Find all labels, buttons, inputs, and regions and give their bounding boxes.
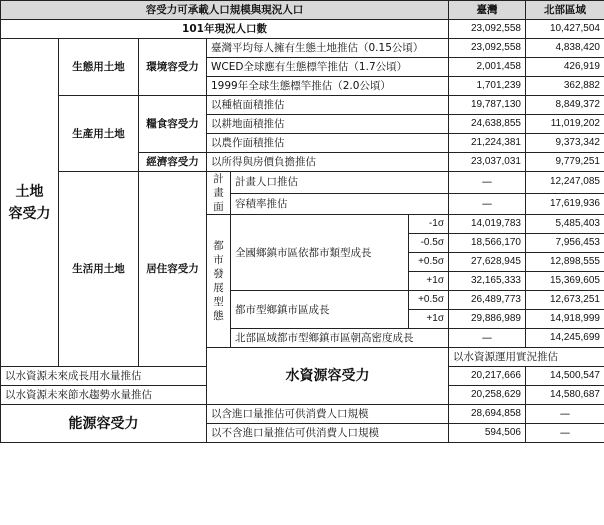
sigma-label: +1σ bbox=[409, 272, 449, 291]
row-label: 以農作面積推估 bbox=[207, 134, 449, 153]
value-tw: 32,165,333 bbox=[449, 272, 526, 291]
value-north: 5,485,403 bbox=[526, 215, 604, 234]
row-label: 以種植面積推估 bbox=[207, 96, 449, 115]
row-label: 北部區域都市型鄉鎮市區朝高密度成長 bbox=[231, 329, 449, 348]
value-tw: 28,694,858 bbox=[449, 405, 526, 424]
value-tw: 594,506 bbox=[449, 424, 526, 443]
live-land-label: 生活用土地 bbox=[59, 172, 139, 367]
row-label: 以含進口量推估可供消費人口規模 bbox=[207, 405, 449, 424]
table-row bbox=[1, 39, 604, 58]
value-tw: 23,092,558 bbox=[449, 39, 526, 58]
urban-growth-label: 都市型鄉鎮市區成長 bbox=[231, 291, 409, 329]
sigma-label: +0.5σ bbox=[409, 291, 449, 310]
land-label-line1: 土地 bbox=[15, 183, 44, 200]
value-tw: 27,628,945 bbox=[449, 253, 526, 272]
table-row bbox=[1, 96, 604, 115]
row-label: 以水資源未來成長用水量推估 bbox=[1, 367, 207, 386]
row-label: 以水資源未來節水趨勢水量推估 bbox=[1, 386, 207, 405]
table-row bbox=[1, 172, 604, 194]
value-tw: 2,001,458 bbox=[449, 58, 526, 77]
value-north: 9,373,342 bbox=[526, 134, 604, 153]
value-north: 12,247,085 bbox=[526, 172, 604, 194]
prod-land-label: 生產用土地 bbox=[59, 96, 139, 172]
value-tw: — bbox=[449, 329, 526, 348]
value-north: 14,500,547 bbox=[526, 367, 604, 386]
value-tw: — bbox=[449, 193, 526, 215]
value-north: 14,580,687 bbox=[526, 386, 604, 405]
urban-char: 市 bbox=[213, 254, 224, 266]
urban-char: 態 bbox=[213, 310, 224, 322]
value-tw: 14,019,783 bbox=[449, 215, 526, 234]
value-tw: 18,566,170 bbox=[449, 234, 526, 253]
value-tw: — bbox=[449, 172, 526, 194]
value-north: 14,918,999 bbox=[526, 310, 604, 329]
value-north: 12,898,555 bbox=[526, 253, 604, 272]
value-tw: 20,258,629 bbox=[449, 386, 526, 405]
food-capacity-label: 糧食容受力 bbox=[139, 96, 207, 153]
land-capacity-label bbox=[1, 39, 59, 367]
row-label: 容積率推估 bbox=[231, 193, 449, 215]
urban-dev-label bbox=[207, 215, 231, 348]
row-label: 以所得與房價負擔推估 bbox=[207, 153, 449, 172]
plan-char: 畫 bbox=[213, 187, 224, 199]
housing-capacity-label: 居住容受力 bbox=[139, 172, 207, 367]
urban-char: 型 bbox=[213, 296, 224, 308]
energy-capacity-label: 能源容受力 bbox=[1, 405, 207, 443]
current-pop-north: 10,427,504 bbox=[526, 20, 604, 39]
env-capacity-label: 環境容受力 bbox=[139, 39, 207, 96]
value-tw: 21,224,381 bbox=[449, 134, 526, 153]
row-label: 以水資源運用實況推估 bbox=[449, 348, 604, 367]
row-label: WCED全球應有生態標竿推估（1.7公頃） bbox=[207, 58, 449, 77]
current-pop-tw: 23,092,558 bbox=[449, 20, 526, 39]
eco-land-label: 生態用土地 bbox=[59, 39, 139, 96]
table-row bbox=[1, 405, 604, 424]
row-label: 以耕地面積推估 bbox=[207, 115, 449, 134]
value-tw: 20,217,666 bbox=[449, 367, 526, 386]
value-north: 17,619,936 bbox=[526, 193, 604, 215]
value-north: — bbox=[526, 424, 604, 443]
row-label: 以不含進口量推估可供消費人口規模 bbox=[207, 424, 449, 443]
econ-capacity-label: 經濟容受力 bbox=[139, 153, 207, 172]
urban-char: 發 bbox=[213, 268, 224, 280]
header-row bbox=[1, 1, 604, 20]
value-north: 9,779,251 bbox=[526, 153, 604, 172]
header-title: 容受力可承載人口規模與現況人口 bbox=[1, 1, 449, 20]
value-north: 7,956,453 bbox=[526, 234, 604, 253]
value-north: 11,019,202 bbox=[526, 115, 604, 134]
value-tw: 26,489,773 bbox=[449, 291, 526, 310]
header-taiwan: 臺灣 bbox=[449, 1, 526, 20]
plan-area-label bbox=[207, 172, 231, 215]
urban-char: 展 bbox=[213, 282, 224, 294]
value-tw: 29,886,989 bbox=[449, 310, 526, 329]
water-capacity-label: 水資源容受力 bbox=[207, 348, 449, 405]
current-pop-row bbox=[1, 20, 604, 39]
land-label-line2: 容受力 bbox=[8, 205, 51, 222]
plan-char: 面 bbox=[213, 201, 224, 213]
value-north: 12,673,251 bbox=[526, 291, 604, 310]
row-label: 計畫人口推估 bbox=[231, 172, 449, 194]
value-tw: 1,701,239 bbox=[449, 77, 526, 96]
value-north: 4,838,420 bbox=[526, 39, 604, 58]
header-north: 北部區域 bbox=[526, 1, 604, 20]
value-north: 362,882 bbox=[526, 77, 604, 96]
national-growth-label: 全國鄉鎮市區依都市類型成長 bbox=[231, 215, 409, 291]
value-north: 426,919 bbox=[526, 58, 604, 77]
sigma-label: -1σ bbox=[409, 215, 449, 234]
row-label: 臺灣平均每人擁有生態土地推估（0.15公頃） bbox=[207, 39, 449, 58]
current-pop-label: 101年現況人口數 bbox=[1, 20, 449, 39]
value-tw: 24,638,855 bbox=[449, 115, 526, 134]
value-north: 15,369,605 bbox=[526, 272, 604, 291]
value-north: 14,245,699 bbox=[526, 329, 604, 348]
value-tw: 23,037,031 bbox=[449, 153, 526, 172]
value-tw: 19,787,130 bbox=[449, 96, 526, 115]
plan-char: 計 bbox=[213, 173, 224, 185]
row-label: 1999年全球生態標竿推估（2.0公頃） bbox=[207, 77, 449, 96]
sigma-label: -0.5σ bbox=[409, 234, 449, 253]
value-north: — bbox=[526, 405, 604, 424]
sigma-label: +0.5σ bbox=[409, 253, 449, 272]
urban-char: 都 bbox=[213, 240, 224, 252]
value-north: 8,849,372 bbox=[526, 96, 604, 115]
sigma-label: +1σ bbox=[409, 310, 449, 329]
